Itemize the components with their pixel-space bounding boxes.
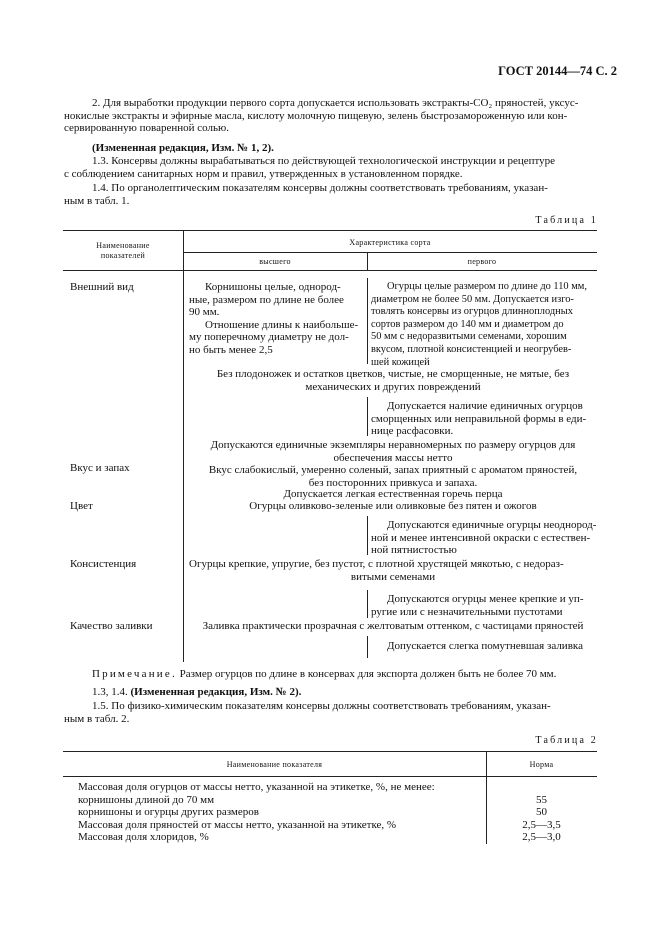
- table-2-row-norm: 50: [536, 806, 547, 819]
- cell-line: диаметром не более 50 мм. Допускается изго-: [371, 293, 574, 305]
- table-1-col-highest: высшего: [259, 257, 291, 266]
- taste-common: [189, 464, 597, 489]
- cell-line: но быть менее 2,5: [189, 343, 273, 356]
- paragraph-line: сервированную поваренной солью.: [64, 122, 229, 135]
- fill-first-divider: [367, 636, 368, 658]
- table-2-row-norm: 2,5—3,0: [522, 831, 561, 844]
- table-1-top-rule: [63, 230, 597, 231]
- consistency-common: [189, 558, 597, 583]
- table-1-col-name: [63, 241, 183, 261]
- table-2-header-rule: [63, 776, 597, 777]
- cell-line: му поперечному диаметру не дол-: [189, 331, 349, 344]
- paragraph-line: 1.5. По физико-химическим показателям консервы должны соответствовать требованиям, указан-: [92, 700, 551, 712]
- cell-line: ной пятнистостью: [371, 544, 457, 557]
- table-2-row-name: Массовая доля хлоридов, %: [78, 831, 209, 844]
- note-text: Размер огурцов по длине в консервах для экспорта должен быть не более 70 мм.: [176, 668, 557, 680]
- cell-line: Отношение длины к наибольше-: [205, 318, 359, 331]
- table-2-label: Таблица 2: [535, 735, 598, 746]
- paragraph-line: 1.3. Консервы должны вырабатываться по действующей технологической инструкции и рецептуре: [92, 155, 556, 167]
- table-1-body-divider: [183, 270, 184, 662]
- appearance-first2-divider: [367, 397, 368, 436]
- note-label: Примечание.: [92, 668, 177, 680]
- paragraph-1-5: [64, 700, 597, 725]
- table-2-row-name: корнишоны длиной до 70 мм: [78, 793, 215, 806]
- cell-line: ные, размером по длине не более: [189, 293, 344, 306]
- cell-line: сортов размером до 140 мм и диаметром до: [371, 318, 564, 330]
- consistency-first-divider: [367, 590, 368, 618]
- amendment-ref: 1.3, 1.4.: [92, 686, 128, 698]
- table-2-row-norm: [486, 781, 597, 794]
- table-1-col-first: первого: [467, 257, 497, 266]
- cell-line: Допускается наличие единичных огурцов: [387, 400, 583, 412]
- amendment-text: (Измененная редакция, Изм. № 2).: [130, 686, 302, 698]
- row-label-color: Цвет: [70, 500, 93, 512]
- color-first-divider: [367, 516, 368, 555]
- color-common: Огурцы оливково-зеленые или оливковые без пятен и ожогов: [249, 500, 537, 512]
- cell-line: ной и менее интенсивной окраски с естествен-: [371, 531, 591, 544]
- appearance-first: [371, 281, 597, 369]
- cell-line: шей кожицей: [371, 356, 430, 368]
- table-2-col-norm: Норма: [529, 760, 554, 769]
- paragraph-line: нокислые экстракты и эфирные масла, кислоту молочную пищевую, зелень быстрозамороженную или кон-: [64, 109, 568, 122]
- table-2-col-name: Наименование показателя: [226, 760, 323, 769]
- row-label-taste: Вкус и запах: [70, 462, 130, 474]
- cell-line: Без плодоножек и остатков цветков, чистые, не сморщенные, не мятые, без: [216, 368, 570, 380]
- cell-line: Вкус слабокислый, умеренно соленый, запах приятный с ароматом пряностей,: [208, 464, 578, 476]
- paragraph-line: 2. Для выработки продукции первого сорта допускается использовать экстракты-CO₂ пряностей, уксус-: [92, 97, 579, 109]
- table-2-norm-column: [486, 781, 597, 844]
- cell-line: без посторонних привкуса и запаха.: [308, 476, 478, 489]
- table-2-row: [78, 781, 478, 844]
- cell-line: Огурцы крепкие, упругие, без пустот, с плотной хрустящей мякотью, с недораз-: [189, 558, 564, 570]
- header-line: показателей: [100, 251, 146, 260]
- cell-line: вкусом, плотной консистенцией и неогрубев-: [371, 343, 572, 355]
- paragraph-1-3: [64, 155, 597, 180]
- table-1-header-rule: [63, 270, 597, 271]
- color-first: [371, 519, 597, 557]
- cell-line: ругие или с незначительными пустотами: [371, 605, 563, 618]
- appearance-common-2: [189, 439, 597, 464]
- paragraph-line: с соблюдением санитарных норм и правил, утвержденных в установленном порядке.: [64, 167, 463, 180]
- row-label-fill: Качество заливки: [70, 620, 153, 632]
- appearance-divider: [367, 278, 368, 364]
- appearance-highest: [189, 281, 361, 357]
- table-1-subheader-rule: [183, 252, 597, 253]
- header-line: Наименование: [96, 241, 150, 250]
- table-2-row-name: Массовая доля огурцов от массы нетто, указанной на этикетке, %, не менее:: [78, 781, 435, 793]
- table-2-row-norm: 2,5—3,5: [522, 818, 561, 831]
- cell-line: Допускаются огурцы менее крепкие и уп-: [387, 593, 584, 605]
- row-label-appearance: Внешний вид: [70, 281, 134, 293]
- table-2-row-name: корнишоны и огурцы других размеров: [78, 806, 259, 819]
- cell-line: сморщенных или неправильной формы в еди-: [371, 412, 587, 425]
- cell-line: товлять консервы из огурцов длинноплодных: [371, 306, 573, 318]
- table-2-top-rule: [63, 751, 597, 752]
- cell-line: 90 мм.: [189, 306, 220, 319]
- taste-bitterness: Допускается легкая естественная горечь перца: [283, 488, 503, 500]
- paragraph-1-4: [64, 182, 597, 207]
- fill-first: Допускается слегка помутневшая заливка: [387, 640, 583, 652]
- table-1-col-group: Характеристика сорта: [349, 238, 431, 247]
- amendment-note-1: (Измененная редакция, Изм. № 1, 2).: [92, 142, 274, 154]
- amendment-note-2: [92, 686, 301, 699]
- fill-common: Заливка практически прозрачная с желтоватым оттенком, с частицами пряностей: [202, 620, 584, 632]
- consistency-first: [371, 593, 597, 618]
- cell-line: Огурцы целые размером по длине до 110 мм,: [387, 281, 587, 292]
- cell-line: 50 мм с недоразвитыми семенами, хорошим: [371, 331, 567, 343]
- table-2-row-name: Массовая доля пряностей от массы нетто, указанной на этикетке, %: [78, 818, 397, 831]
- row-label-consistency: Консистенция: [70, 558, 137, 570]
- paragraph-line: 1.4. По органолептическим показателям консервы должны соответствовать требованиям, указан-: [92, 182, 548, 194]
- page-header: ГОСТ 20144—74 С. 2: [498, 64, 617, 78]
- paragraph-line: ным в табл. 1.: [64, 194, 130, 207]
- cell-line: нице расфасовки.: [371, 425, 454, 438]
- note: [92, 668, 556, 681]
- appearance-common: [189, 368, 597, 393]
- appearance-first-2: [371, 400, 597, 438]
- cell-line: механических и других повреждений: [305, 380, 481, 393]
- cell-line: Корнишоны целые, однород-: [205, 281, 341, 293]
- cell-line: обеспечения массы нетто: [333, 451, 453, 464]
- cell-line: Допускаются единичные экземпляры неравномерных по размеру огурцов для: [210, 439, 576, 451]
- cell-line: Допускаются единичные огурцы неоднород-: [387, 519, 597, 531]
- cell-line: витыми семенами: [350, 570, 436, 583]
- paragraph-line: ным в табл. 2.: [64, 712, 130, 725]
- table-2-row-norm: 55: [536, 793, 547, 806]
- table-1-label: Таблица 1: [535, 215, 598, 226]
- paragraph-2: [64, 97, 597, 135]
